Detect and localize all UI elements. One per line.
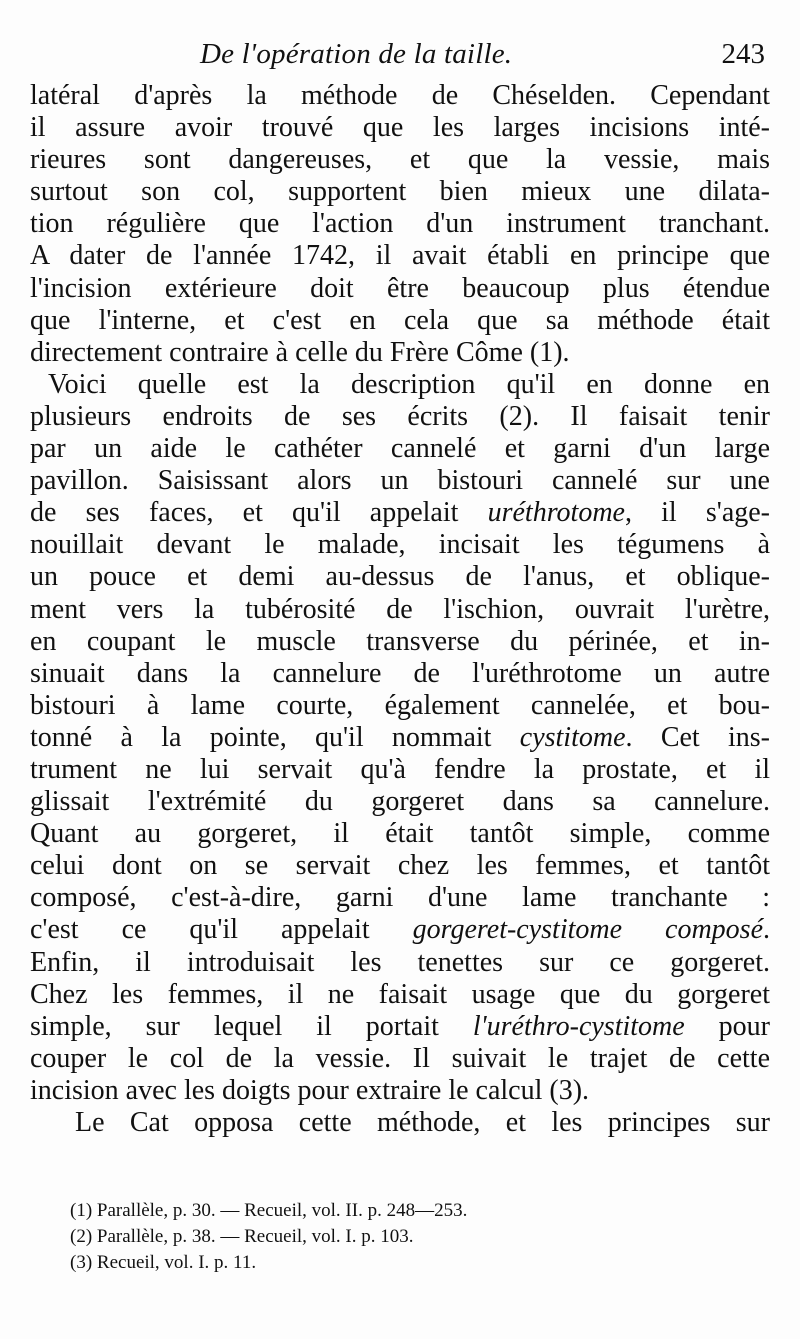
text-line (30, 529, 770, 561)
text-segment: latéral d'après la méthode de Chéselden. Cependant (30, 80, 770, 111)
italic-term: gorgeret-cystitome composé (412, 914, 764, 946)
text-segment: celui dont on se servait chez les femmes, et tantôt (30, 850, 770, 882)
body-text (30, 80, 770, 1139)
text-line (30, 1107, 770, 1139)
text-segment: en coupant le muscle transverse du périnée, et in- (30, 625, 770, 657)
text-line (30, 818, 770, 850)
footnote: (3) Recueil, vol. I. p. 11. (70, 1252, 257, 1273)
text-segment: tonné à la pointe, qu'il nommait (30, 721, 520, 753)
text-line (30, 208, 770, 240)
text-line (30, 722, 770, 754)
italic-term: cystitome (519, 721, 626, 753)
italic-term: uréthrotome (487, 497, 625, 529)
text-segment: l'incision extérieure doit être beaucoup plus étendue (30, 272, 770, 304)
text-line (30, 947, 770, 979)
text-segment: directement contraire à celle du Frère Côme (1). (30, 336, 570, 368)
text-line (30, 690, 770, 722)
footnotes (70, 1198, 630, 1276)
text-line (30, 337, 770, 369)
text-line (30, 786, 770, 818)
text-line (30, 882, 770, 914)
text-line (30, 1075, 770, 1107)
text-line (30, 1011, 770, 1043)
text-segment: Voici quelle est la description qu'il en donne en (48, 368, 770, 400)
text-line (30, 112, 770, 144)
text-line (30, 594, 770, 626)
running-title: De l'opération de la taille. (200, 38, 513, 70)
text-line (30, 626, 770, 658)
text-line (30, 401, 770, 433)
text-line (30, 1043, 770, 1075)
text-segment: il assure avoir trouvé que les larges incisions inté- (30, 112, 770, 144)
running-head (40, 34, 765, 74)
text-segment: que l'interne, et c'est en cela que sa méthode était (30, 304, 770, 336)
text-line (30, 465, 770, 497)
text-line (30, 144, 770, 176)
text-segment: plusieurs endroits de ses écrits (2). Il faisait tenir (30, 400, 770, 432)
text-segment: A dater de l'année 1742, il avait établi en principe que (30, 240, 770, 272)
text-line (30, 979, 770, 1011)
text-segment: Le Cat opposa cette méthode, et les principes sur (75, 1107, 770, 1138)
text-segment: glissait l'extrémité du gorgeret dans sa cannelure. (30, 786, 770, 818)
text-segment: surtout son col, supportent bien mieux une dilata- (30, 176, 770, 208)
text-line (30, 754, 770, 786)
text-segment: pour (684, 1010, 770, 1042)
text-line (30, 561, 770, 593)
text-segment: Quant au gorgeret, il était tantôt simple, comme (30, 818, 770, 850)
text-line (30, 497, 770, 529)
text-line (30, 850, 770, 882)
text-segment: bistouri à lame courte, également cannelée, et bou- (30, 689, 770, 721)
text-segment: , il s'age- (624, 497, 770, 529)
page-number: 243 (721, 38, 765, 70)
text-line (30, 305, 770, 337)
text-segment: sinuait dans la cannelure de l'uréthrotome un autre (30, 657, 770, 689)
text-segment: Enfin, il introduisait les tenettes sur ce gorgeret. (30, 946, 770, 978)
text-segment: c'est ce qu'il appelait (30, 914, 413, 946)
text-line (30, 176, 770, 208)
text-segment: composé, c'est-à-dire, garni d'une lame tranchante : (30, 882, 770, 914)
text-segment: Chez les femmes, il ne faisait usage que du gorgeret (30, 978, 770, 1010)
text-segment: . (763, 914, 771, 946)
text-line (30, 433, 770, 465)
text-segment: simple, sur lequel il portait (30, 1010, 473, 1042)
text-segment: trument ne lui servait qu'à fendre la prostate, et il (30, 753, 770, 785)
text-line (30, 914, 770, 946)
footnote: (1) Parallèle, p. 30. — Recueil, vol. II. p. 248—253. (70, 1200, 468, 1221)
text-segment: rieures sont dangereuses, et que la vessie, mais (30, 144, 770, 176)
text-segment: de ses faces, et qu'il appelait (30, 497, 488, 529)
text-segment: couper le col de la vessie. Il suivait le trajet de cette (30, 1042, 770, 1074)
text-segment: un pouce et demi au-dessus de l'anus, et oblique- (30, 561, 770, 593)
text-line (30, 80, 770, 112)
text-segment: tion régulière que l'action d'un instrument tranchant. (30, 208, 770, 240)
text-segment: par un aide le cathéter cannelé et garni d'un large (30, 433, 770, 465)
text-line (30, 273, 770, 305)
text-segment: . Cet ins- (625, 721, 770, 753)
text-segment: incision avec les doigts pour extraire le calcul (3). (30, 1074, 590, 1106)
text-segment: ment vers la tubérosité de l'ischion, ouvrait l'urètre, (30, 593, 770, 625)
text-line (30, 369, 770, 401)
footnote: (2) Parallèle, p. 38. — Recueil, vol. I. p. 103. (70, 1226, 414, 1247)
text-line (30, 658, 770, 690)
text-segment: nouillait devant le malade, incisait les tégumens à (30, 529, 770, 561)
italic-term: l'uréthro-cystitome (472, 1010, 685, 1042)
text-line (30, 240, 770, 272)
text-segment: pavillon. Saisissant alors un bistouri cannelé sur une (30, 465, 770, 497)
